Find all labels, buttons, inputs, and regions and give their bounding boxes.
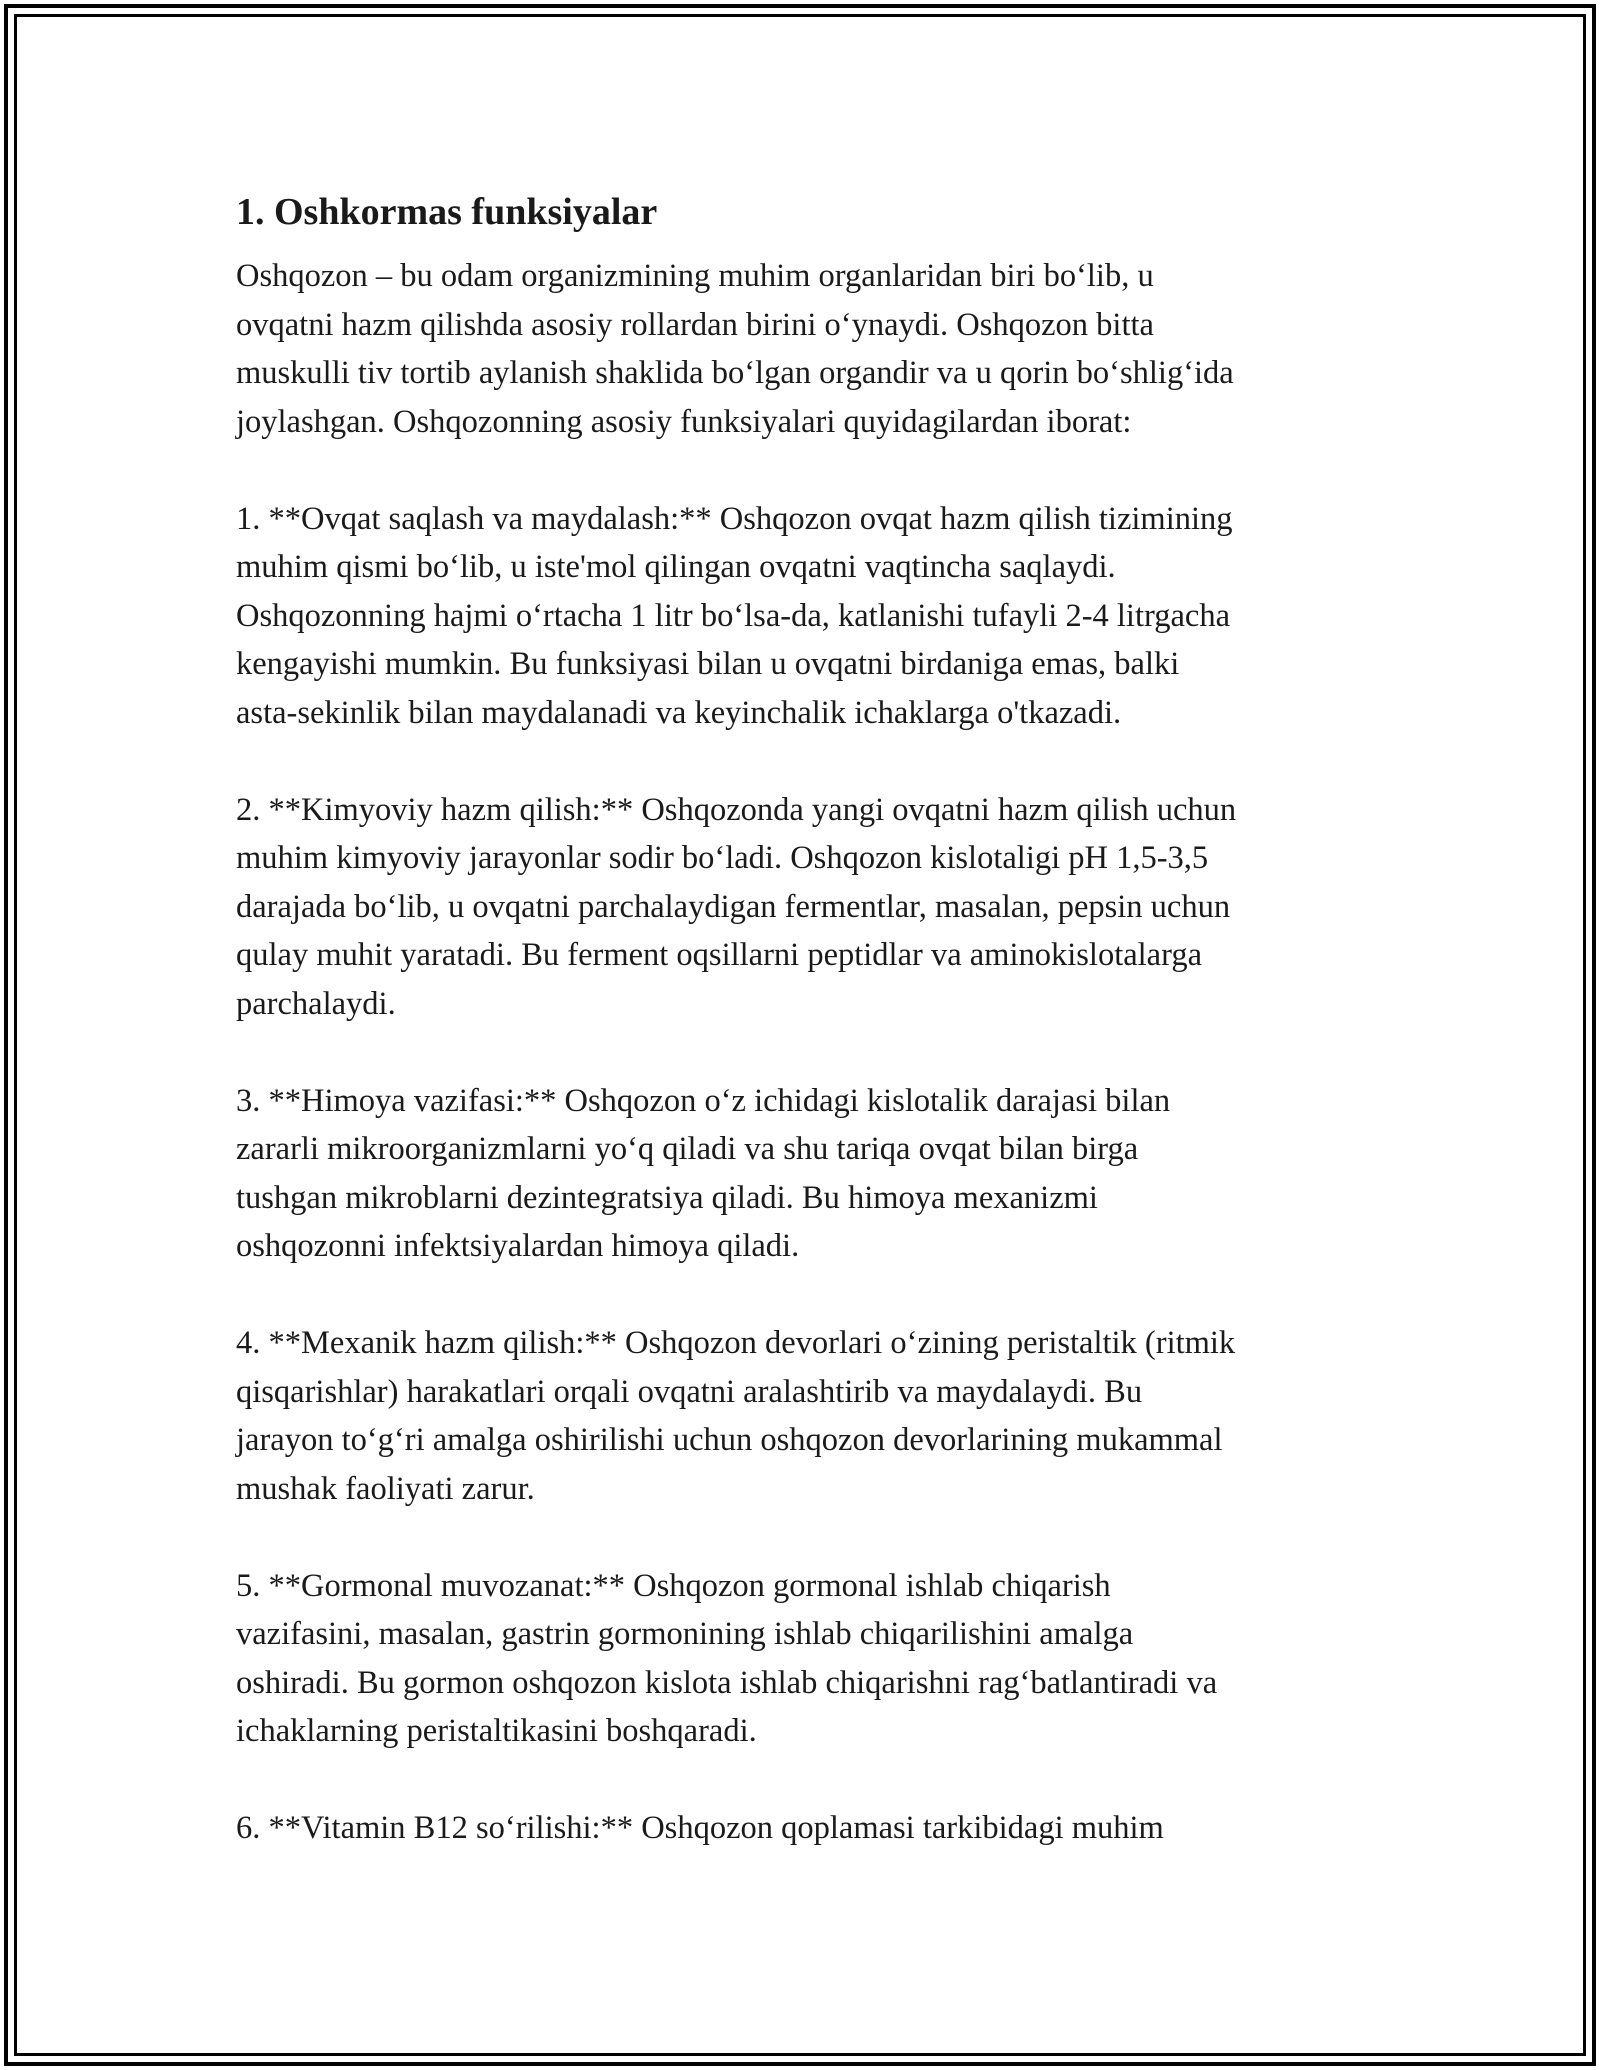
text-line: ichaklarning peristaltikasini boshqaradi. xyxy=(236,1713,757,1749)
text-line: mushak faoliyati zarur. xyxy=(236,1470,535,1507)
text-line: 5. **Gormonal muvozanat:** Oshqozon gormonal ishlab chiqarish xyxy=(236,1567,1111,1604)
text-line: tushgan mikroblarni dezintegratsiya qiladi. Bu himoya mexanizmi xyxy=(236,1179,1098,1216)
text-line: qulay muhit yaratadi. Bu ferment oqsillarni peptidlar va aminokislotalarga xyxy=(236,937,1203,973)
text-line: qisqarishlar) harakatlari orqali ovqatni aralashtirib va maydalaydi. Bu xyxy=(236,1373,1143,1410)
text-line: Oshqozon – bu odam organizmining muhim organlaridan biri bo‘lib, u xyxy=(236,258,1154,294)
text-line: ovqatni hazm qilishda asosiy rollardan birini o‘ynaydi. Oshqozon bitta xyxy=(236,306,1154,343)
text-line: muskulli tiv tortib aylanish shaklida bo‘lgan organdir va u qorin bo‘shlig‘ida xyxy=(236,355,1234,391)
text-line: oshiradi. Bu gormon oshqozon kislota ishlab chiqarishni rag‘batlantiradi va xyxy=(236,1664,1218,1701)
text-line: 3. **Himoya vazifasi:** Oshqozon o‘z ichidagi kislotalik darajasi bilan xyxy=(236,1082,1171,1119)
text-line: asta-sekinlik bilan maydalanadi va keyinchalik ichaklarga o'tkazadi. xyxy=(236,694,1122,731)
text-line: vazifasini, masalan, gastrin gormonining ishlab chiqarilishini amalga xyxy=(236,1616,1134,1652)
section-heading: 1. Oshkormas funksiyalar xyxy=(236,191,658,233)
paragraph xyxy=(236,1077,1376,1271)
text-line: 4. **Mexanik hazm qilish:** Oshqozon devorlari o‘zining peristaltik (ritmik xyxy=(236,1325,1236,1361)
text-line: jarayon to‘g‘ri amalga oshirilishi uchun oshqozon devorlarining mukammal xyxy=(236,1422,1223,1458)
document-body xyxy=(236,186,1376,1901)
text-line: 2. **Kimyoviy hazm qilish:** Oshqozonda yangi ovqatni hazm qilish uchun xyxy=(236,791,1237,828)
text-line: parchalaydi. xyxy=(236,985,396,1022)
text-line: oshqozonni infektsiyalardan himoya qiladi. xyxy=(236,1228,800,1264)
paragraph xyxy=(236,1319,1376,1513)
paragraph-list xyxy=(236,252,1376,1853)
paragraph xyxy=(236,252,1376,446)
paragraph xyxy=(236,495,1376,738)
paragraph xyxy=(236,786,1376,1029)
text-line: joylashgan. Oshqozonning asosiy funksiyalari quyidagilardan iborat: xyxy=(236,403,1132,440)
text-line: kengayishi mumkin. Bu funksiyasi bilan u ovqatni birdaniga emas, balki xyxy=(236,646,1180,682)
text-line: Oshqozonning hajmi o‘rtacha 1 litr bo‘lsa-da, katlanishi tufayli 2-4 litrgacha xyxy=(236,597,1230,634)
text-line: 1. **Ovqat saqlash va maydalash:** Oshqozon ovqat hazm qilish tizimining xyxy=(236,500,1233,537)
paragraph xyxy=(236,1562,1376,1756)
text-line: muhim qismi bo‘lib, u iste'mol qilingan ovqatni vaqtincha saqlaydi. xyxy=(236,549,1116,585)
text-line: darajada bo‘lib, u ovqatni parchalaydigan fermentlar, masalan, pepsin uchun xyxy=(236,888,1231,925)
paragraph xyxy=(236,1804,1376,1853)
text-line: muhim kimyoviy jarayonlar sodir bo‘ladi. Oshqozon kislotaligi pH 1,5-3,5 xyxy=(236,840,1209,876)
text-line: 6. **Vitamin B12 so‘rilishi:** Oshqozon qoplamasi tarkibidagi muhim xyxy=(236,1810,1164,1846)
text-line: zararli mikroorganizmlarni yo‘q qiladi va shu tariqa ovqat bilan birga xyxy=(236,1131,1139,1167)
